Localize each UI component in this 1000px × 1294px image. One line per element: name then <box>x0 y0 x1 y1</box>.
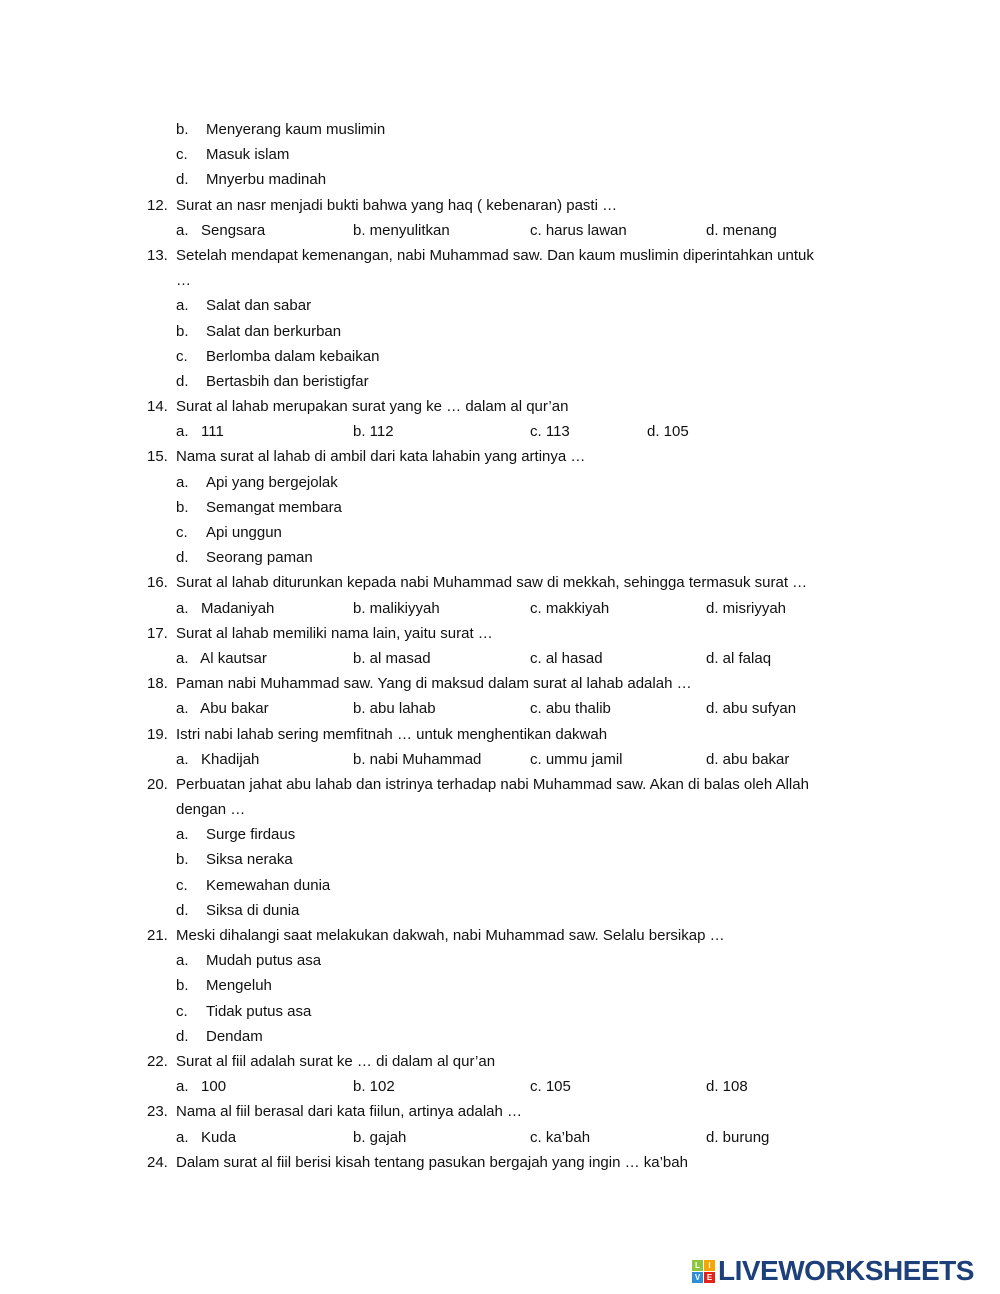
option-text: Mnyerbu madinah <box>206 171 327 189</box>
answer-options-row <box>0 596 1000 621</box>
answer-option: c. harus lawan <box>530 221 627 239</box>
option-letter: d. <box>176 372 189 390</box>
question-text: … <box>176 272 191 290</box>
answer-option: b. malikiyyah <box>353 599 440 617</box>
question-text: Paman nabi Muhammad saw. Yang di maksud dalam surat al lahab adalah … <box>176 675 692 693</box>
option-text: Salat dan sabar <box>206 297 312 315</box>
option-text: Mudah putus asa <box>206 952 322 970</box>
answer-option: b. 112 <box>353 423 394 441</box>
question-number: 20. <box>147 775 168 793</box>
logo-text: LIVEWORKSHEETS <box>718 1255 974 1286</box>
question-text: Surat al lahab diturunkan kepada nabi Muhammad saw di mekkah, sehingga termasuk surat … <box>176 574 808 592</box>
question <box>0 394 1000 419</box>
answer-option: a. 111 <box>176 423 224 441</box>
question <box>0 1150 1000 1175</box>
answer-option: b. 102 <box>353 1078 395 1096</box>
question-continuation <box>0 797 1000 822</box>
answer-option: b. menyulitkan <box>353 221 450 239</box>
question <box>0 243 1000 268</box>
answer-option <box>0 293 1000 318</box>
question-text: Meski dihalangi saat melakukan dakwah, nabi Muhammad saw. Selalu bersikap … <box>176 927 725 944</box>
question <box>0 722 1000 747</box>
option-text: Api yang bergejolak <box>206 473 338 491</box>
question-number: 23. <box>147 1103 168 1121</box>
answer-option <box>0 973 1000 998</box>
worksheet-page <box>0 117 1000 1175</box>
answer-option: d. 108 <box>706 1078 748 1096</box>
question-number: 24. <box>147 1153 168 1171</box>
question <box>0 444 1000 469</box>
answer-option <box>0 495 1000 520</box>
option-letter: d. <box>176 901 189 919</box>
answer-option: a. Abu bakar <box>176 700 269 718</box>
answer-option: a. Kuda <box>176 1128 237 1146</box>
answer-options-row <box>0 1074 1000 1099</box>
question-number: 14. <box>147 398 168 416</box>
option-text: Dendam <box>206 1027 263 1045</box>
answer-option: d. misriyyah <box>706 599 787 617</box>
question-number: 15. <box>147 448 168 466</box>
answer-option <box>0 822 1000 847</box>
question-text: Surat al lahab memiliki nama lain, yaitu surat … <box>176 624 493 642</box>
option-text: Kemewahan dunia <box>206 876 331 894</box>
option-text: Tidak putus asa <box>206 1002 312 1020</box>
option-letter: d. <box>176 549 189 567</box>
answer-option <box>0 1024 1000 1049</box>
answer-option <box>0 847 1000 872</box>
answer-option <box>0 369 1000 394</box>
answer-option: c. 105 <box>530 1078 571 1096</box>
option-letter: d. <box>176 1027 189 1045</box>
question <box>0 193 1000 218</box>
answer-options-row <box>0 696 1000 721</box>
logo-block-i: I <box>704 1260 715 1271</box>
question <box>0 923 1000 948</box>
option-letter: c. <box>176 347 188 365</box>
option-text: Berlomba dalam kebaikan <box>206 347 380 365</box>
option-letter: c. <box>176 146 188 164</box>
question-text: Surat al lahab merupakan surat yang ke … dalam al qur’an <box>176 398 569 416</box>
logo-blocks-icon <box>692 1260 715 1283</box>
answer-option <box>0 948 1000 973</box>
answer-option: c. makkiyah <box>530 599 610 617</box>
answer-option <box>0 520 1000 545</box>
answer-option <box>0 344 1000 369</box>
question-text: Setelah mendapat kemenangan, nabi Muhammad saw. Dan kaum muslimin diperintahkan untuk <box>176 246 814 264</box>
question-text: Nama surat al lahab di ambil dari kata lahabin yang artinya … <box>176 448 586 466</box>
answer-option <box>0 999 1000 1024</box>
answer-option <box>0 117 1000 142</box>
question-text: Istri nabi lahab sering memfitnah … untuk menghentikan dakwah <box>176 725 608 743</box>
option-text: Bertasbih dan beristigfar <box>206 372 369 390</box>
question-number: 18. <box>147 675 168 693</box>
question-text: Perbuatan jahat abu lahab dan istrinya terhadap nabi Muhammad saw. Akan di balas oleh Allah <box>176 775 809 793</box>
answer-option: d. burung <box>706 1128 770 1146</box>
option-text: Semangat membara <box>206 498 342 516</box>
option-letter: b. <box>176 121 189 138</box>
answer-option: d. abu sufyan <box>706 700 797 718</box>
option-letter: b. <box>176 322 189 340</box>
question <box>0 772 1000 797</box>
option-letter: c. <box>176 1002 188 1020</box>
option-letter: b. <box>176 977 189 995</box>
answer-option: b. al masad <box>353 649 431 667</box>
question-text: Dalam surat al fiil berisi kisah tentang pasukan bergajah yang ingin … ka’bah <box>176 1153 688 1171</box>
answer-option: d. 105 <box>647 423 689 441</box>
question <box>0 1099 1000 1124</box>
option-text: Siksa neraka <box>206 851 293 869</box>
logo-block-v: V <box>692 1272 703 1283</box>
answer-option: b. abu lahab <box>353 700 436 718</box>
question-text: Surat an nasr menjadi bukti bahwa yang haq ( kebenaran) pasti … <box>176 196 618 214</box>
question-number: 22. <box>147 1052 168 1070</box>
answer-option <box>0 470 1000 495</box>
question-number: 12. <box>147 196 168 214</box>
option-letter: a. <box>176 952 189 970</box>
option-text: Api unggun <box>206 524 282 541</box>
answer-option: a. Khadijah <box>176 750 260 768</box>
question-number: 13. <box>147 246 168 264</box>
option-text: Seorang paman <box>206 549 313 567</box>
option-letter: b. <box>176 851 189 869</box>
option-letter: d. <box>176 171 189 189</box>
answer-option: a. Al kautsar <box>176 649 267 667</box>
answer-options-row <box>0 218 1000 243</box>
answer-option: c. abu thalib <box>530 700 611 718</box>
option-letter: a. <box>176 473 189 491</box>
answer-option <box>0 142 1000 167</box>
answer-option <box>0 873 1000 898</box>
answer-option: c. 113 <box>530 423 570 441</box>
answer-option: d. menang <box>706 221 777 239</box>
question-number: 16. <box>147 574 168 592</box>
answer-option <box>0 319 1000 344</box>
option-text: Surge firdaus <box>206 826 296 844</box>
logo-block-l: L <box>692 1260 703 1271</box>
answer-option: c. ka’bah <box>530 1128 591 1146</box>
answer-option: a. 100 <box>176 1078 227 1096</box>
logo-block-e: E <box>704 1272 715 1283</box>
option-text: Menyerang kaum muslimin <box>206 121 386 138</box>
question-text: Surat al fiil adalah surat ke … di dalam al qur’an <box>176 1052 496 1070</box>
answer-options-row <box>0 747 1000 772</box>
answer-option: b. nabi Muhammad <box>353 750 482 768</box>
question-number: 17. <box>147 624 168 642</box>
answer-option <box>0 898 1000 923</box>
question-text: Nama al fiil berasal dari kata fiilun, artinya adalah … <box>176 1103 523 1121</box>
answer-options-row <box>0 419 1000 444</box>
answer-option: d. abu bakar <box>706 750 790 768</box>
option-text: Mengeluh <box>206 977 272 995</box>
answer-option <box>0 545 1000 570</box>
option-letter: b. <box>176 498 189 516</box>
answer-options-row <box>0 646 1000 671</box>
question-number: 19. <box>147 725 168 743</box>
option-text: Siksa di dunia <box>206 901 300 919</box>
question <box>0 1049 1000 1074</box>
option-letter: c. <box>176 876 188 894</box>
answer-option: a. Sengsara <box>176 221 266 239</box>
question-text: dengan … <box>176 801 246 819</box>
answer-options-row <box>0 1125 1000 1150</box>
question <box>0 621 1000 646</box>
answer-option <box>0 167 1000 192</box>
answer-option: b. gajah <box>353 1128 407 1146</box>
question <box>0 671 1000 696</box>
option-letter: a. <box>176 297 189 315</box>
answer-option: a. Madaniyah <box>176 599 275 617</box>
option-letter: a. <box>176 826 189 844</box>
option-text: Masuk islam <box>206 146 290 164</box>
question-continuation <box>0 268 1000 293</box>
answer-option: c. al hasad <box>530 649 603 667</box>
liveworksheets-logo <box>692 1255 974 1287</box>
question <box>0 570 1000 595</box>
question-number: 21. <box>147 927 168 944</box>
answer-option: d. al falaq <box>706 649 772 667</box>
option-text: Salat dan berkurban <box>206 322 342 340</box>
option-letter: c. <box>176 524 188 541</box>
answer-option: c. ummu jamil <box>530 750 623 768</box>
